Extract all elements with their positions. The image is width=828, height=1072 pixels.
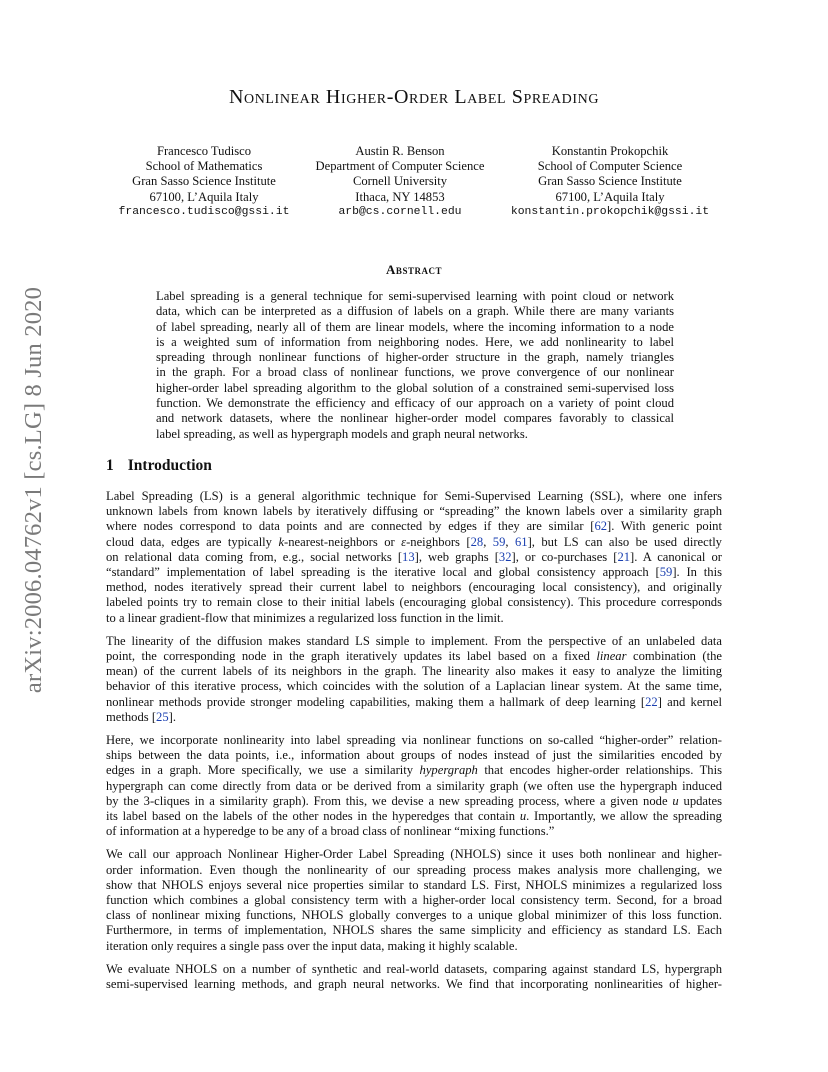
abstract-line: Label spreading is a general technique for semi-supervised learning with point cloud or network [156, 289, 674, 303]
citation-link[interactable]: 59 [492, 534, 506, 549]
text-run: ], web graphs [ [414, 549, 499, 564]
abstract-line: label spreading, as well as hypergraph models and graph neural networks. [156, 426, 528, 441]
citation-link[interactable]: 59 [659, 565, 673, 580]
section-heading [106, 457, 212, 475]
text-line: behavior of this iterative process, which coincides with the solution of a Laplacian linear system. At the same time, [106, 679, 722, 694]
text-line: iteration only requires a single pass over the input data, making it highly scalable. [106, 938, 518, 953]
text-line [106, 809, 722, 824]
text-line: of information at a hyperedge to be any of a broad class of nonlinear “mixing functions.” [106, 824, 555, 839]
author-location: 67100, L’Aquila Italy [555, 189, 665, 204]
text-run: -neighbors [ [406, 534, 471, 549]
citation-link[interactable]: 62 [594, 519, 608, 534]
author-name: Austin R. Benson [355, 144, 445, 158]
text-line: We evaluate NHOLS on a number of synthetic and real-world datasets, comparing against standard LS, hypergraph [106, 961, 722, 976]
section-title: Introduction [127, 457, 212, 474]
text-line: hypergraph can come directly from data or be derived from a similarity graph (we often use the hypergraph induced [106, 778, 722, 793]
text-run: updates [683, 793, 723, 808]
text-line: function which combines a global consistency term with a higher-order local consistency term. Second, for a broad [106, 893, 722, 908]
math-symbol: u [672, 793, 679, 808]
text-line [106, 763, 722, 778]
text-run: that encodes higher-order relationships. This [484, 763, 722, 778]
text-line: ships between the data points, i.e., information about groups of nodes instead of just the similarities encoded by [106, 748, 722, 763]
author-location: Ithaca, NY 14853 [355, 189, 445, 204]
text-run: ]. With generic point [607, 519, 722, 534]
text-run: ], or co-purchases [ [511, 549, 618, 564]
author-location: 67100, L’Aquila Italy [149, 189, 259, 204]
author-2 [300, 144, 500, 220]
author-email: francesco.tudisco@gssi.it [118, 205, 290, 218]
text-run: ], but LS can also be used directly [527, 534, 722, 549]
citation-link[interactable]: 28 [470, 534, 484, 549]
text-run: its label based on the labels of the other nodes in the hyperedges that contain [106, 809, 516, 824]
author-department: Department of Computer Science [315, 159, 485, 174]
math-symbol: k [278, 534, 285, 549]
citation-link[interactable]: 32 [498, 549, 512, 564]
text-run: combination (the [632, 649, 722, 664]
arxiv-identifier-text: arXiv:2006.04762v1 [cs.LG] 8 Jun 2020 [20, 286, 48, 694]
text-run: point, the corresponding node in the graph iteratively updates its label based on a fixed [106, 649, 590, 664]
abstract-line: data, which can be interpreted as a diffusion of labels on a graph. While there are many variants [156, 304, 674, 319]
abstract-line: spreading through nonlinear functions of higher-order structure in the graph, namely triangles [156, 350, 674, 365]
paragraph-2 [106, 634, 722, 725]
text-line: Label Spreading (LS) is a general algorithmic technique for Semi-Supervised Learning (SSL), where one infers [106, 489, 722, 503]
paper-title: Nonlinear Higher-Order Label Spreading [228, 86, 600, 108]
text-line [106, 565, 722, 580]
math-symbol: u [519, 809, 527, 824]
citation-link[interactable]: 13 [402, 549, 415, 564]
abstract-body [156, 289, 674, 442]
text-line: class of nonlinear mixing functions, NHOLS globally converges to a unique global minimizer of this loss function. [106, 908, 722, 923]
abstract-line: in the graph. For a broad class of nonlinear functions, we prove convergence of our nonlinear [156, 365, 674, 380]
text-run: on relational data coming from, e.g., social networks [ [106, 549, 403, 564]
emphasis-text: hypergraph [419, 763, 478, 778]
text-run: nonlinear methods provide stronger modeling capabilities, making them a hallmark of deep learning [ [106, 694, 646, 709]
abstract-heading: Abstract [386, 262, 442, 277]
author-name: Konstantin Prokopchik [551, 144, 669, 158]
text-line [106, 695, 722, 710]
text-line [106, 519, 722, 534]
paragraph-3 [106, 733, 722, 839]
author-email: konstantin.prokopchik@gssi.it [510, 205, 710, 218]
text-run: ]. [168, 709, 176, 724]
text-run: edges in a graph. More specifically, we use a similarity [106, 763, 414, 778]
abstract-line: higher-order label spreading algorithm to the global solution of a constrained semi-supervised loss [156, 380, 674, 395]
text-line [106, 794, 722, 809]
paragraph-5 [106, 962, 722, 992]
author-department: School of Computer Science [537, 159, 683, 174]
author-3 [500, 144, 720, 220]
text-line [106, 710, 722, 725]
text-run: -nearest-neighbors or [284, 534, 402, 549]
abstract-line: of label spreading, nearly all of them are linear models, where the incoming information to a node [156, 319, 674, 334]
text-run: methods [ [106, 709, 157, 724]
abstract-line: function. We demonstrate the efficiency and efficacy of our approach on a variety of point cloud [156, 396, 674, 411]
text-line [106, 649, 722, 664]
text-run: by the 3-cliques in a similarity graph). From this, we devise a new spreading process, where a given node [106, 793, 668, 808]
text-line: method, nodes iteratively spread their current label to neighbors (encouraging local consistency), and originally [106, 580, 722, 595]
text-line: semi-supervised learning methods, and graph neural networks. We find that incorporating nonlinearities of higher- [106, 977, 722, 992]
author-1 [104, 144, 304, 220]
text-line [106, 550, 722, 565]
author-name: Francesco Tudisco [156, 144, 252, 158]
citation-link[interactable]: 61 [514, 534, 528, 549]
text-line: labeled points try to remain close to their initial labels (encouraging global consistency). This procedure corresponds [106, 595, 722, 610]
abstract-line: is a weighted sum of information from neighboring nodes. Here, we add nonlinearity to label [156, 334, 674, 349]
section-number: 1 [106, 457, 114, 474]
paragraph-4 [106, 847, 722, 953]
author-email: arb@cs.cornell.edu [338, 205, 462, 218]
text-run: . Importantly, we allow the spreading [526, 809, 722, 824]
text-line: The linearity of the diffusion makes standard LS simple to implement. From the perspective of an unlabeled data [106, 633, 722, 648]
text-line: show that NHOLS enjoys several nice properties similar to standard LS. First, NHOLS minimizes a regularized loss [106, 877, 722, 892]
author-institution: Cornell University [352, 174, 448, 189]
text-line: mean) of the current labels of its neighbors in the graph. The linearity also makes it easy to analyze the limiting [106, 664, 722, 679]
text-line: unknown labels from known labels by iteratively diffusing or “spreading” the known labels over a similarity graph [106, 504, 722, 519]
math-symbol: ε [401, 534, 407, 549]
author-institution: Gran Sasso Science Institute [538, 174, 682, 189]
text-run: ] and kernel [657, 694, 722, 709]
text-run: ]. In this [672, 565, 722, 580]
emphasis-text: linear [596, 649, 627, 664]
text-line: to a linear gradient-flow that minimizes a regularized loss function in the limit. [106, 610, 504, 625]
author-department: School of Mathematics [145, 159, 263, 174]
citation-link[interactable]: 21 [617, 549, 631, 564]
text-run: where nodes correspond to data points and are connected by edges if they are similar [ [106, 519, 595, 534]
text-run: “standard” implementation of label spreading is the iterative local and global consistency approach [ [106, 565, 660, 580]
citation-link[interactable]: 25 [156, 709, 169, 724]
arxiv-identifier-stamp [16, 286, 52, 694]
text-line [106, 535, 722, 550]
text-run: ]. A canonical or [630, 549, 722, 564]
text-line: We call our approach Nonlinear Higher-Order Label Spreading (NHOLS) since it uses both nonlinear and higher- [106, 847, 722, 862]
author-institution: Gran Sasso Science Institute [132, 174, 276, 189]
citation-link[interactable]: 22 [645, 694, 658, 709]
text-line: order information. Even though the nonlinearity of our spreading process makes analysis more challenging, we [106, 862, 722, 877]
introduction-body [106, 489, 722, 1000]
text-line: Here, we incorporate nonlinearity into label spreading via nonlinear functions on so-called “higher-order” relation- [106, 733, 722, 748]
text-run: , [505, 534, 515, 549]
text-run: cloud data, edges are typically [106, 534, 279, 549]
text-run: , [483, 534, 493, 549]
abstract-line: and network datasets, where the nonlinear higher-order model compares favorably to classical [156, 411, 674, 426]
text-line: Furthermore, in terms of implementation, NHOLS shares the same simplicity and efficiency as standard LS. Each [106, 923, 722, 938]
paragraph-1 [106, 489, 722, 626]
